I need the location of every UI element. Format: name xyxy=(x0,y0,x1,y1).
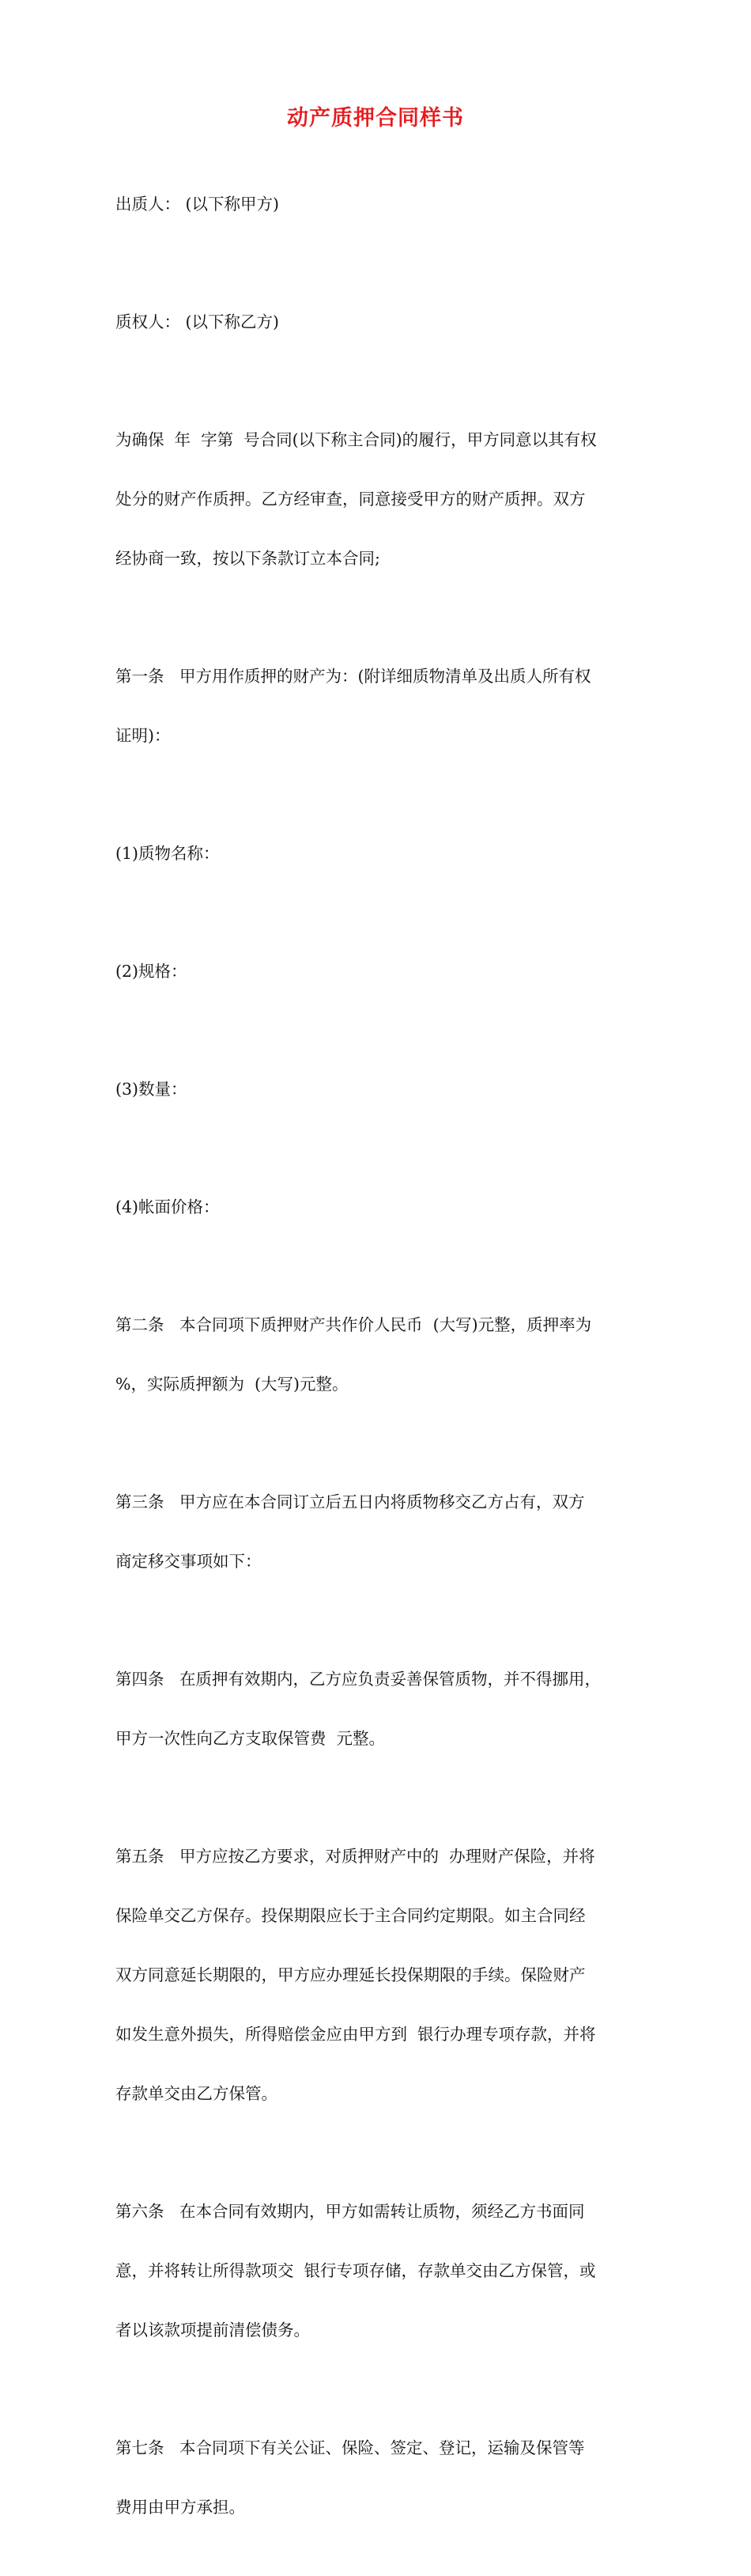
text-line: 费用由甲方承担。 xyxy=(115,2498,245,2517)
text-line: 第一条 甲方用作质押的财产为：(附详细质物清单及出质人所有权 xyxy=(115,667,591,686)
paragraph-article-2 xyxy=(115,1276,643,1434)
paragraph-item-book-value xyxy=(115,1158,643,1257)
text-line: 出质人： (以下称甲方) xyxy=(115,195,280,214)
text-line: 双方同意延长期限的，甲方应办理延长投保期限的手续。保险财产 xyxy=(115,1965,586,1984)
text-line: 处分的财产作质押。乙方经审查，同意接受甲方的财产质押。双方 xyxy=(115,490,586,509)
text-line: (4)帐面价格： xyxy=(115,1197,220,1216)
text-line: 第五条 甲方应按乙方要求，对质押财产中的 办理财产保险，并将 xyxy=(115,1847,595,1866)
text-line: 甲方一次性向乙方支取保管费 元整。 xyxy=(115,1729,386,1748)
text-line: (1)质物名称： xyxy=(115,844,220,863)
paragraph-article-1 xyxy=(115,627,643,785)
text-line: 第二条 本合同项下质押财产共作价人民币 (大写)元整，质押率为 xyxy=(115,1315,592,1334)
text-line: 者以该款项提前清偿债务。 xyxy=(115,2321,310,2340)
text-line: 意，并将转让所得款项交 银行专项存储，存款单交由乙方保管，或 xyxy=(115,2261,596,2280)
text-line: 经协商一致，按以下条款订立本合同; xyxy=(115,549,380,568)
paragraph-item-spec xyxy=(115,922,643,1021)
text-line: 第四条 在质押有效期内，乙方应负责妥善保管质物，并不得挪用， xyxy=(115,1670,602,1689)
text-line: (2)规格： xyxy=(115,962,187,981)
text-line: 如发生意外损失，所得赔偿金应由甲方到 银行办理专项存款，并将 xyxy=(115,2025,596,2044)
paragraph-pledgor xyxy=(115,155,643,254)
text-line: 存款单交由乙方保管。 xyxy=(115,2084,277,2103)
text-line: 保险单交乙方保存。投保期限应长于主合同约定期限。如主合同经 xyxy=(115,1906,586,1925)
paragraph-article-3 xyxy=(115,1453,643,1611)
text-line: 质权人： (以下称乙方) xyxy=(115,312,280,331)
paragraph-article-5 xyxy=(115,1807,643,2143)
text-line: 商定移交事项如下： xyxy=(115,1552,262,1571)
paragraph-pledgee xyxy=(115,273,643,372)
text-line: 第七条 本合同项下有关公证、保险、签定、登记，运输及保管等 xyxy=(115,2438,585,2457)
text-line: 第三条 甲方应在本合同订立后五日内将质物移交乙方占有，双方 xyxy=(115,1492,585,1511)
paragraph-article-6 xyxy=(115,2162,643,2380)
paragraph-item-name xyxy=(115,804,643,903)
document-title: 动产质押合同样书 xyxy=(287,106,464,131)
paragraph-preamble xyxy=(115,391,643,608)
text-line: 为确保 年 字第 号合同(以下称主合同)的履行，甲方同意以其有权 xyxy=(115,430,597,449)
text-line: 第六条 在本合同有效期内，甲方如需转让质物，须经乙方书面同 xyxy=(115,2202,585,2221)
text-line: %，实际质押额为 (大写)元整。 xyxy=(115,1375,349,1394)
paragraph-article-7 xyxy=(115,2399,643,2557)
text-line: 证明)： xyxy=(115,726,171,745)
document-body xyxy=(115,155,643,2576)
paragraph-article-4 xyxy=(115,1630,643,1788)
paragraph-item-quantity xyxy=(115,1040,643,1139)
text-line: (3)数量： xyxy=(115,1080,187,1099)
